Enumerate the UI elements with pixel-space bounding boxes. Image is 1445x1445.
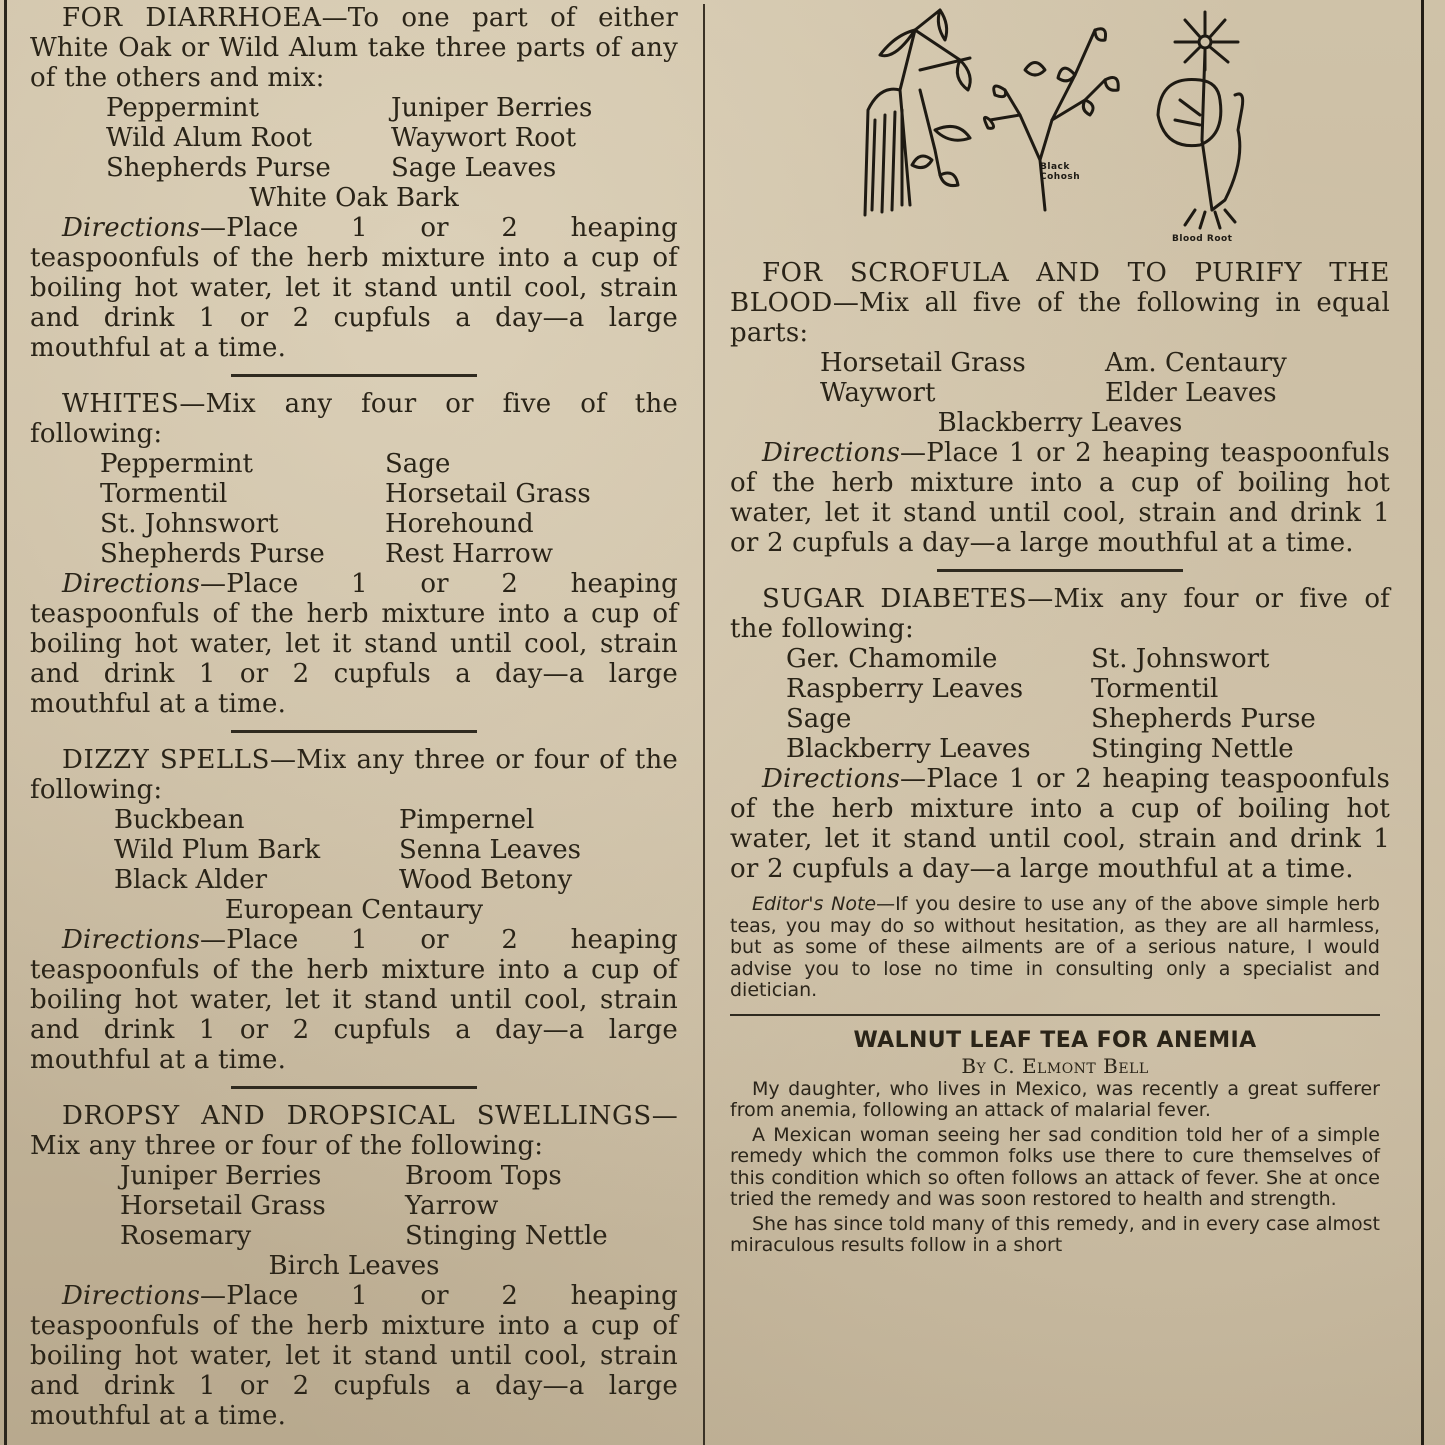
section-heading: FOR DIARRHOEA	[62, 3, 322, 33]
herb-item-centered: Birch Leaves	[268, 1251, 440, 1281]
right-column	[730, 0, 1390, 1257]
herb-item: Senna Leaves	[399, 835, 582, 865]
herb-item: Broom Tops	[405, 1161, 562, 1191]
section-divider	[937, 569, 1183, 572]
herb-list	[730, 644, 1390, 764]
directions-label: Directions	[762, 438, 901, 468]
article-title: WALNUT LEAF TEA FOR ANEMIA	[853, 1027, 1257, 1053]
plant-label: Blood Root	[1172, 234, 1233, 244]
article-paragraph: A Mexican woman seeing her sad condition told her of a simple remedy which the common folks use there to cure themselves of this condition which so often follows an attack of fever. She at once tried the remedy and was soon restored to health and strength.	[730, 1123, 1380, 1210]
section-intro: WHITES—Mix any four or five of the following:	[30, 389, 678, 449]
herb-item: Shepherds Purse	[106, 153, 331, 183]
herb-item: Waywort Root	[391, 123, 577, 153]
herb-item: Juniper Berries	[391, 93, 593, 123]
section-intro: DIZZY SPELLS—Mix any three or four of the following:	[30, 745, 678, 805]
section-heading: SUGAR DIABETES	[762, 584, 1028, 614]
right-border-rule	[1421, 0, 1424, 1445]
herb-list	[30, 449, 678, 569]
herb-item: Blackberry Leaves	[786, 734, 1031, 764]
directions-label: Directions	[62, 569, 201, 599]
herb-item: Horsetail Grass	[820, 348, 1026, 378]
section-dizzy-spells	[30, 745, 678, 1075]
article-paragraph: She has since told many of this remedy, and in every case almost miraculous results follow in a short	[730, 1212, 1380, 1256]
article-byline: By C. Elmont Bell	[961, 1053, 1149, 1078]
directions: Directions—Place 1 or 2 heaping teaspoonfuls of the herb mixture into a cup of boiling hot water, let it stand until cool, strain and drink 1 or 2 cupfuls a day—a large mouthful at a time.	[30, 925, 678, 1075]
left-column	[30, 0, 678, 1431]
left-border-rule	[4, 0, 7, 1445]
section-divider	[231, 1086, 477, 1089]
section-intro: FOR SCROFULA AND TO PURIFY THE BLOOD—Mix all five of the following in equal parts:	[730, 258, 1390, 348]
section-intro: SUGAR DIABETES—Mix any four or five of the following:	[730, 584, 1391, 644]
herb-item: Am. Centaury	[1105, 348, 1287, 378]
herb-item: Tormentil	[1091, 674, 1219, 704]
herb-item-centered: White Oak Bark	[249, 183, 459, 213]
directions: Directions—Place 1 or 2 heaping teaspoonfuls of the herb mixture into a cup of boiling hot water, let it stand until cool, strain and drink 1 or 2 cupfuls a day—a large mouthful at a time.	[730, 438, 1390, 558]
directions-label: Directions	[62, 925, 201, 955]
editors-note: Editor's Note—If you desire to use any of the above simple herb teas, you may do so without hesitation, as they are all harmless, but as some of these ailments are of a serious nature, I would advise you to lose no time in consulting only a specialist and dietician.	[730, 893, 1380, 1001]
herb-list	[30, 93, 678, 183]
directions-label: Directions	[62, 213, 201, 243]
article-paragraph: My daughter, who lives in Mexico, was recently a great sufferer from anemia, following an attack of malarial fever.	[730, 1077, 1380, 1121]
herb-list	[730, 348, 1390, 408]
herb-item: Sage Leaves	[391, 153, 557, 183]
herb-item: Black Alder	[114, 865, 268, 895]
directions: Directions—Place 1 or 2 heaping teaspoonfuls of the herb mixture into a cup of boiling hot water, let it stand until cool, strain and drink 1 or 2 cupfuls a day—a large mouthful at a time.	[30, 569, 678, 719]
directions-label: Directions	[762, 764, 901, 794]
herb-list	[30, 805, 678, 895]
herb-item: Shepherds Purse	[1091, 704, 1316, 734]
section-sugar-diabetes	[730, 584, 1390, 884]
herb-item: Rosemary	[120, 1221, 252, 1251]
herb-item: Buckbean	[114, 805, 245, 835]
section-heading: DROPSY AND DROPSICAL SWELLINGS	[62, 1101, 652, 1131]
herb-item-centered: Blackberry Leaves	[937, 408, 1183, 438]
herb-item: Raspberry Leaves	[786, 674, 1024, 704]
directions: Directions—Place 1 or 2 heaping teaspoonfuls of the herb mixture into a cup of boiling hot water, let it stand until cool, strain and drink 1 or 2 cupfuls a day—a large mouthful at a time.	[30, 1281, 678, 1431]
herb-item: Sage	[786, 704, 852, 734]
section-intro: FOR DIARRHOEA—To one part of either White Oak or Wild Alum take three parts of any of the others and mix:	[30, 3, 678, 93]
herb-item: Shepherds Purse	[100, 539, 325, 569]
herb-item: St. Johnswort	[1091, 644, 1270, 674]
plant-drawings-icon	[840, 0, 1260, 250]
section-dropsy	[30, 1101, 678, 1431]
section-heading: WHITES	[62, 389, 180, 419]
herb-item: Horehound	[385, 509, 534, 539]
herb-item: Horsetail Grass	[120, 1191, 326, 1221]
herb-item: Tormentil	[100, 479, 228, 509]
section-divider	[231, 374, 477, 377]
herb-illustration	[730, 0, 1390, 250]
herb-list	[30, 1161, 678, 1251]
directions-label: Directions	[62, 1281, 201, 1311]
herb-item-centered: European Centaury	[224, 895, 484, 925]
herb-item: Sage	[385, 449, 451, 479]
herb-item: Rest Harrow	[385, 539, 553, 569]
section-divider	[231, 730, 477, 733]
herb-item: Yarrow	[405, 1191, 499, 1221]
herb-item: Wood Betony	[399, 865, 573, 895]
herb-item: Waywort	[820, 378, 936, 408]
herb-item: Ger. Chamomile	[786, 644, 998, 674]
directions: Directions—Place 1 or 2 heaping teaspoonfuls of the herb mixture into a cup of boiling hot water, let it stand until cool, strain and drink 1 or 2 cupfuls a day—a large mouthful at a time.	[730, 764, 1390, 884]
herb-item: Wild Plum Bark	[114, 835, 321, 865]
article-divider	[730, 1014, 1380, 1016]
herb-item: Juniper Berries	[120, 1161, 322, 1191]
section-heading: DIZZY SPELLS	[62, 745, 271, 775]
section-whites	[30, 389, 678, 719]
editors-note-label: Editor's Note	[752, 893, 877, 915]
directions: Directions—Place 1 or 2 heaping teaspoonfuls of the herb mixture into a cup of boiling hot water, let it stand until cool, strain and drink 1 or 2 cupfuls a day—a large mouthful at a time.	[30, 213, 678, 363]
section-heading: FOR SCROFULA AND TO PURIFY THE BLOOD	[730, 258, 1390, 318]
section-intro: DROPSY AND DROPSICAL SWELLINGS—Mix any three or four of the following:	[30, 1101, 678, 1161]
plant-label: Black Cohosh	[1040, 162, 1081, 182]
herb-item: Stinging Nettle	[405, 1221, 608, 1251]
herb-item: Stinging Nettle	[1091, 734, 1294, 764]
herb-item: Elder Leaves	[1105, 378, 1277, 408]
herb-item: St. Johnswort	[100, 509, 279, 539]
section-diarrhoea	[30, 0, 678, 363]
herb-item: Pimpernel	[399, 805, 535, 835]
herb-item: Wild Alum Root	[106, 123, 312, 153]
herb-item: Peppermint	[106, 93, 259, 123]
article-walnut-leaf-tea	[730, 1028, 1380, 1257]
section-scrofula	[730, 258, 1390, 558]
herb-item: Peppermint	[100, 449, 253, 479]
herb-item: Horsetail Grass	[385, 479, 591, 509]
